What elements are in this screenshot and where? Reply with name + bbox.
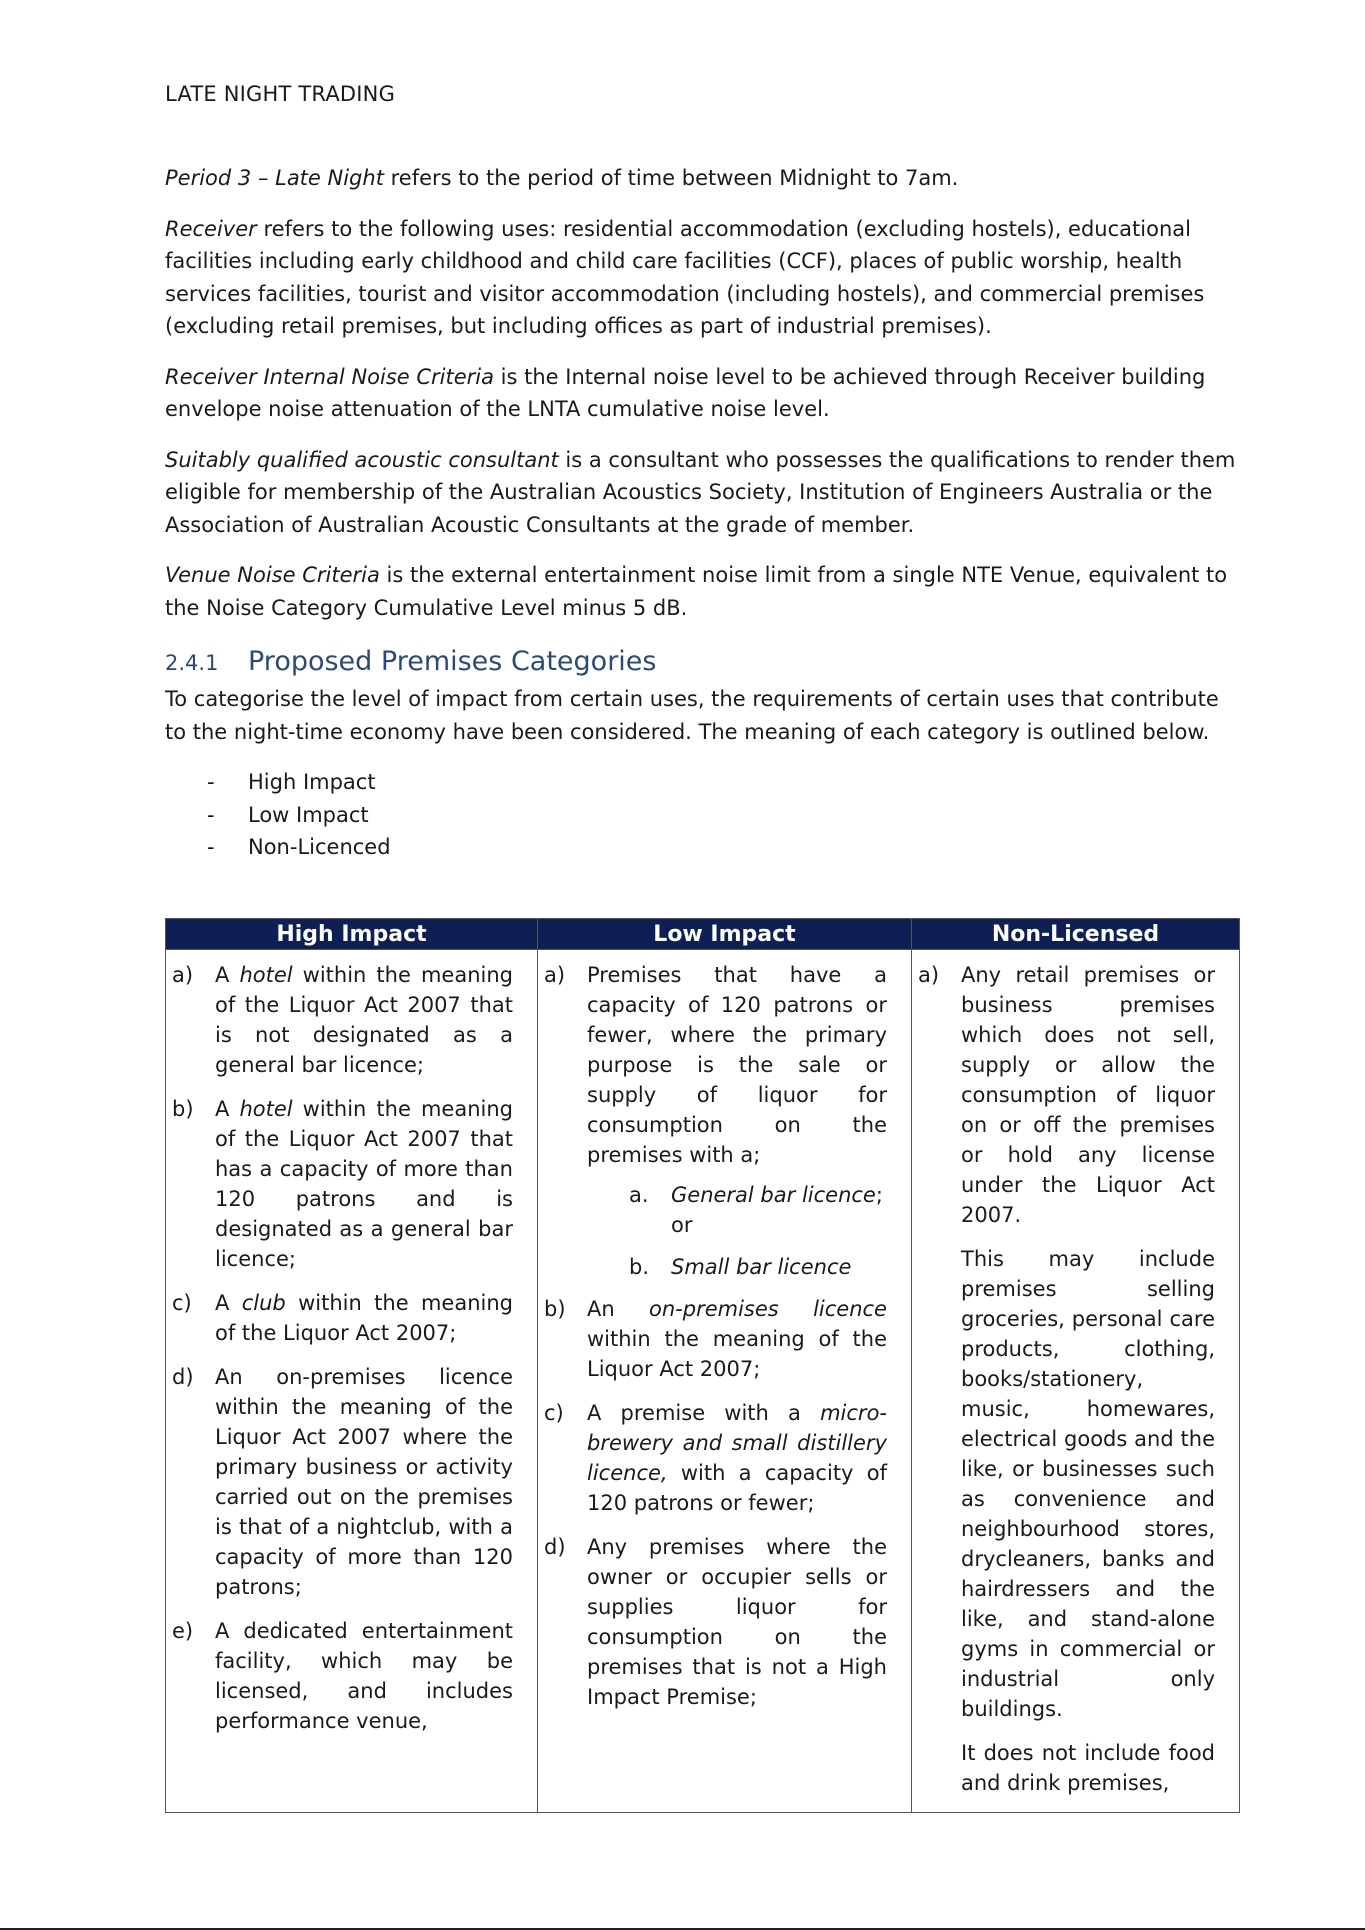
definition-period-3: Period 3 – Late Night refers to the period of time between Midnight to 7am.: [165, 166, 959, 190]
definition-venue-noise: Venue Noise Criteria is the external entertainment noise limit from a single NTE Venue, equivalent to the Noise Category Cumulative Level minus 5 dB.: [165, 563, 1228, 620]
table-row: [166, 950, 1240, 1813]
definition-acoustic-consultant: Suitably qualified acoustic consultant is a consultant who possesses the qualifications to render them eligible for membership of the Australian Acoustics Society, Institution of Engineers Australia or the Association of Australian Acoustic Consultants at the grade of member.: [165, 447, 1236, 537]
column-header-high-impact: High Impact: [166, 919, 538, 950]
section-number: 2.4.1: [165, 651, 219, 675]
section-intro: To categorise the level of impact from certain uses, the requirements of certain uses that contribute to the night-time economy have been considered. The meaning of each category is outlined below.: [165, 687, 1219, 744]
list-item: b) An on-premises licence within the meaning of the Liquor Act 2007;: [544, 1297, 887, 1381]
sub-item: a. General bar licence; or: [629, 1183, 883, 1237]
section-heading: [165, 646, 1240, 677]
list-item: a) Any retail premises or business premises which does not sell, supply or allow the consumption of liquor on or off the premises or hold any license under the Liquor Act 2007.: [918, 963, 1215, 1227]
category-list: [165, 766, 1240, 864]
non-licensed-examples: This may include premises selling groceries, personal care products, clothing, books/stationery, music, homewares, electrical goods and the like, or businesses such as convenience and neighbourhood stores, drycleaners, banks and hairdressers and the like, and stand-alone gyms in commercial or industrial only buildings.: [961, 1247, 1215, 1721]
column-header-low-impact: Low Impact: [538, 919, 912, 950]
list-item: d) Any premises where the owner or occupier sells or supplies liquor for consumption on the premises that is not a High Impact Premise;: [544, 1535, 887, 1709]
list-item: - Non-Licenced: [207, 835, 391, 859]
list-item: a) Premises that have a capacity of 120 patrons or fewer, where the primary purpose is the sale or supply of liquor for consumption on the premises with a;: [544, 963, 887, 1167]
list-item: e) A dedicated entertainment facility, which may be licensed, and includes performance venue,: [172, 1619, 513, 1733]
running-header: LATE NIGHT TRADING: [165, 82, 396, 106]
list-item: - High Impact: [207, 770, 376, 794]
definition-receiver-internal-noise: Receiver Internal Noise Criteria is the Internal noise level to be achieved through Receiver building envelope noise attenuation of the LNTA cumulative noise level.: [165, 364, 1206, 421]
column-header-non-licensed: Non-Licensed: [912, 919, 1240, 950]
list-item: a) A hotel within the meaning of the Liquor Act 2007 that is not designated as a general bar licence;: [172, 963, 513, 1077]
definition-receiver: Receiver refers to the following uses: residential accommodation (excluding hostels), educational facilities including early childhood and child care facilities (CCF), places of public worship, health services facilities, tourist and visitor accommodation (including hostels), and commercial premises (excluding retail premises, but including offices as part of industrial premises).: [165, 216, 1205, 338]
high-impact-cell: [166, 950, 538, 1813]
list-item: c) A club within the meaning of the Liquor Act 2007;: [172, 1291, 513, 1345]
list-item: d) An on-premises licence within the meaning of the Liquor Act 2007 where the primary business or activity carried out on the premises is that of a nightclub, with a capacity of more than 120 patrons;: [172, 1365, 513, 1599]
section-title: Proposed Premises Categories: [248, 646, 657, 677]
definitions-section: [165, 162, 1240, 864]
list-item: c) A premise with a micro-brewery and small distillery licence, with a capacity of 120 patrons or fewer;: [544, 1401, 887, 1515]
premises-categories-table: [165, 918, 1240, 1813]
non-licensed-cell: [912, 950, 1240, 1813]
low-impact-cell: [538, 950, 912, 1813]
sub-item: b. Small bar licence: [629, 1255, 852, 1279]
list-item: b) A hotel within the meaning of the Liquor Act 2007 that has a capacity of more than 120 patrons and is designated as a general bar licence;: [172, 1097, 513, 1271]
non-licensed-exclusions: It does not include food and drink premises,: [961, 1741, 1215, 1795]
list-item: - Low Impact: [207, 802, 369, 827]
table-header-row: [166, 919, 1240, 950]
